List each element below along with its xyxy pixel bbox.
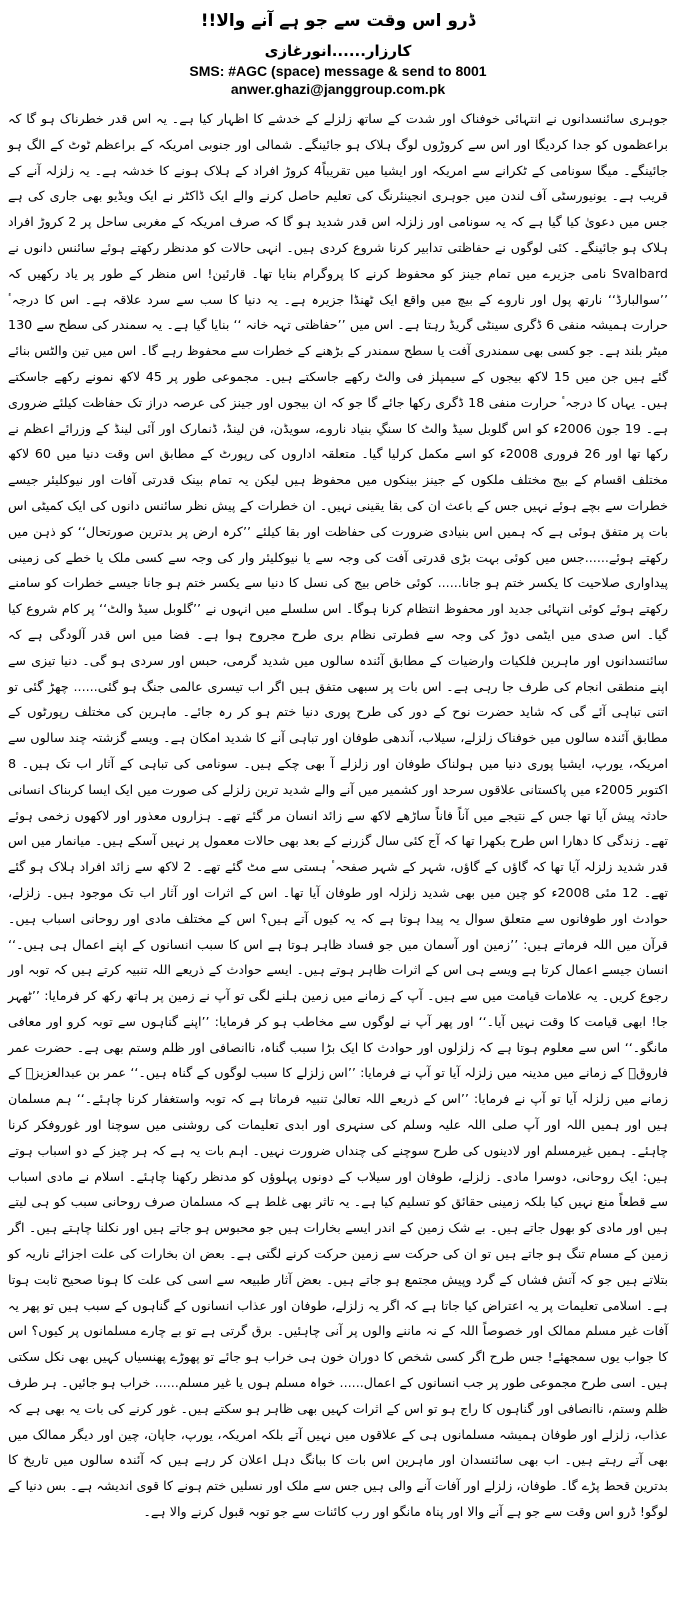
column-header xyxy=(8,8,668,98)
byline: کارزار......انورغازی xyxy=(264,42,412,60)
article-paragraph: جوہری سائنسدانوں نے انتہائی خوفناک اور شدت کے ساتھ زلزلے کے خدشے کا اظہار کیا ہے۔ یہ اس قدر خطرناک ہو گا کہ براعظموں کو جدا کردیگا اور اس سے کروڑوں لوگ ہلاک ہو جائینگے۔ شمالی اور جنوبی امریکہ کے براعظم ٹوٹ کے الگ ہو جائینگے۔ میگا سونامی کے ٹکرانے سے امریکہ اور ایشیا میں تقریباً4 کروڑ افراد کے ہلاک ہونے کا خدشہ ہے۔ یہ زلزلہ آنے کے قریب ہے۔ یونیورسٹی آف لندن میں جوہری انجینئرنگ کی تعلیم حاصل کرنے والے ایک ڈاکٹر نے ایک ویڈیو بھی جاری کی ہے جس میں دعویٰ کیا گیا ہے کہ یہ سونامی اور زلزلہ اس قدر شدید ہو گا کہ صرف امریکہ کے مغربی ساحل پر 2 کروڑ افراد ہلاک ہو جائینگے۔ کئی لوگوں نے حفاظتی تدابیر کرنا شروع کردی ہیں۔ انہی حالات کو مدنظر رکھتے ہوئے سائنس دانوں نے Svalbard نامی جزیرے میں تمام جینز کو محفوظ کرنے کا پروگرام بنایا تھا۔ قارئین! اس منظر کے طور پر یاد رکھیں کہ ’’سوالبارڈ‘‘ نارتھ پول اور ناروے کے بیچ میں واقع ایک ٹھنڈا جزیرہ ہے۔ یہ دنیا کا سب سے سرد علاقہ ہے۔ اس کا درجہٴ حرارت ہمیشہ منفی 6 ڈگری سینٹی گریڈ رہتا ہے۔ اس میں ’’حفاظتی تہہ خانہ ‘‘ بنایا گیا ہے۔ یہ سمندر کی سطح سے 130 میٹر بلند ہے۔ جو کسی بھی سمندری آفت یا سطح سمندر کے بڑھنے کے خطرات سے محفوظ رہے گا۔ اس میں تین والٹس بنائے گئے ہیں جن میں 15 لاکھ بیجوں کے سیمپلز فی والٹ رکھے جاسکتے ہیں۔ مجموعی طور پر 45 لاکھ نمونے رکھے جاسکتے ہیں۔ یہاں کا درجہٴ حرارت منفی 18 ڈگری رکھا جائے گا جو کہ ان بیجوں اور جینز کی عرصہ دراز تک حفاظت کیلئے ضروری ہے۔ 19 جون 2006ء کو اس گلوبل سیڈ والٹ کا سنگِ بنیاد ناروے، سویڈن، فن لینڈ، ڈنمارک اور آئی لینڈ کے وزرائے اعظم نے رکھا تھا اور 26 فروری 2008ء کو اسے مکمل کرلیا گیا۔ متعلقہ اداروں کی رپورٹ کے مطابق اس وقت دنیا میں 60 لاکھ مختلف اقسام کے بیج مختلف ملکوں کے جینز بینکوں میں محفوظ ہیں لیکن یہ تمام بینک قدرتی آفات اور نیوکلیئر جیسے خطرات سے بچے ہوئے نہیں جس کے باعث ان کی بقا یقینی نہیں۔ ان خطرات کے پیش نظر سائنس دانوں کی ایک کمیٹی اس بات پر متفق ہوئی ہے کہ ہمیں اس بنیادی ضرورت کی حفاظت اور بقا کیلئے ’’کرہ ارض پر بدترین صورتحال‘‘ کو ذہن میں رکھتے ہوئے......جس میں کوئی بہت بڑی قدرتی آفت کی وجہ سے یا نیوکلیئر وار کی وجہ سے کسی ملک یا خطے کی زمینی پیداواری صلاحیت کا یکسر ختم ہو جانا...... کوئی خاص بیج کی نسل کا دنیا سے یکسر ختم ہو جانا جیسے خطرات کو سامنے رکھتے ہوئے کوئی انتہائی جدید اور محفوظ انتظام کرنا ہوگا۔ اس سلسلے میں انہوں نے ’’گلوبل سیڈ والٹ‘‘ پر کام شروع کیا گیا۔ اس صدی میں ایٹمی دوڑ کی وجہ سے فطرتی نظام بری طرح مجروح ہوا ہے۔ فضا میں اس قدر آلودگی ہے کہ سائنسدانوں اور ماہرین فلکیات وارضیات کے مطابق آئندہ سالوں میں شدید گرمی، حبس اور سردی ہو گی۔ دنیا تیزی سے اپنے منطقی انجام کی طرف جا رہی ہے۔ اس بات پر سبھی متفق ہیں اگر اب تیسری عالمی جنگ ہو گئی...... چھڑ گئی تو اتنی تباہی آئے گی کہ شاید حضرت نوح کے دور کی طرح پوری دنیا ختم ہو کر رہ جائے۔ ماہرین کی مختلف رپورٹوں کے مطابق آئندہ سالوں میں خوفناک زلزلے، سیلاب، آندھی طوفان اور تباہی آنے کا شدید امکان ہے۔ ویسے گزشتہ چند سالوں سے امریکہ، یورپ، ایشیا پوری دنیا میں ہولناک طوفان اور زلزلے آ بھی چکے ہیں۔ سونامی کی تباہی کے آثار اب تک ہیں۔ 8 اکتوبر 2005ء میں پاکستانی علاقوں سرحد اور کشمیر میں آنے والے شدید ترین زلزلے کی صورت میں ایک ایسا کربناک انسانی حادثہ پیش آیا تھا جس کے نتیجے میں آناً فاناً ساڑھے لاکھ سے زائد انسان مر گئے تھے۔ ہزاروں معذور اور لاکھوں زخمی ہوئے تھے۔ زندگی کا دھارا اس طرح بکھرا تھا کہ آج کئی سال گزرنے کے بعد بھی حالات معمول پر نہیں آسکے ہیں۔ میانمار میں اس قدر شدید زلزلہ آیا تھا کہ گاؤں کے گاؤں، شہر کے شہر صفحہٴ ہستی سے مٹ گئے تھے۔ 2 لاکھ سے زائد افراد ہلاک ہو گئے تھے۔ 12 مئی 2008ء کو چین میں بھی شدید زلزلہ اور طوفان آیا تھا۔ اس کے اثرات اور آثار اب تک موجود ہیں۔ زلزلے، حوادث اور طوفانوں سے متعلق سوال یہ پیدا ہوتا ہے کہ یہ کیوں آتے ہیں؟ اس کے مختلف مادی اور روحانی اسباب ہیں۔ قرآن میں اللہ فرماتے ہیں: ’’زمین اور آسمان میں جو فساد ظاہر ہوتا ہے اس کا سبب انسانوں کے اپنے اعمال ہی ہیں۔‘‘ انسان جیسے اعمال کرتا ہے ویسے ہی اس کے اثرات ظاہر ہوتے ہیں۔ ایسے حوادث کے ذریعے اللہ تنبیہ کرتے ہیں کہ توبہ اور رجوع کریں۔ یہ علامات قیامت میں سے ہیں۔ آپ کے زمانے میں زمین ہلنے لگی تو آپ نے زمین پر ہاتھ رکھ کر فرمایا: ’’ٹھہر جا! ابھی قیامت کا وقت نہیں آیا۔‘‘ اور پھر آپ نے لوگوں سے مخاطب ہو کر فرمایا: ’’اپنے گناہوں سے توبہ کرو اور معافی مانگو۔‘‘ اس سے معلوم ہوتا ہے کہ زلزلوں اور حوادث کا ایک بڑا سبب گناہ، ناانصافی اور ظلم وستم بھی ہے۔ حضرت عمر فاروقؓ کے زمانے میں مدینہ میں زلزلہ آیا تو آپ نے فرمایا: ’’اس زلزلے کا سبب لوگوں کے گناہ ہیں۔‘‘ عمر بن عبدالعزیزؒ کے زمانے میں زلزلہ آیا تو آپ نے فرمایا: ’’اس کے ذریعے اللہ تعالیٰ تنبیہ فرماتا ہے کہ توبہ واستغفار کرنا چاہئے۔‘‘ ہم مسلمان ہیں اور ہمیں اللہ اور آپ صلی اللہ علیہ وسلم کی سنہری اور ابدی تعلیمات کی روشنی میں سوچنا اور غوروفکر کرنا چاہئے۔ ہمیں غیرمسلم اور لادینوں کی طرح سوچنے کی چنداں ضرورت نہیں۔ اہم بات یہ ہے کہ ہر چیز کے دو اسباب ہوتے ہیں: ایک روحانی، دوسرا مادی۔ زلزلے، طوفان اور سیلاب کے دونوں پہلوؤں کو مدنظر رکھنا چاہئے۔ اسلام نے مادی اسباب سے قطعاً منع نہیں کیا بلکہ زمینی حقائق کو تسلیم کیا ہے۔ یہ تاثر بھی غلط ہے کہ مسلمان صرف روحانی سبب کو ہی لیتے ہیں اور مادی کو بھول جاتے ہیں۔ بے شک زمین کے اندر ایسے بخارات ہیں جو محبوس ہو جاتے ہیں اور نکلنا چاہتے ہیں۔ اگر زمین کے مسام تنگ ہو جاتے ہیں تو ان کی حرکت سے زمین حرکت کرنے لگتی ہے۔ بعض ان بخارات کی علت اجزائے ناریہ کو بتلاتے ہیں جو کہ آتش فشاں کے گرد وپیش مجتمع ہو جاتے ہیں۔ بعض آثار طبیعہ سے اسی کی علت کا ہونا صحیح ثابت ہوتا ہے۔ اسلامی تعلیمات پر یہ اعتراض کیا جاتا ہے کہ اگر یہ زلزلے، طوفان اور عذاب انسانوں کے گناہوں کے سبب ہیں تو پھر یہ آفات غیر مسلم ممالک اور خصوصاً اللہ کے نہ ماننے والوں پر آنی چاہئیں۔ برق گرتی ہے تو بے چارے مسلمانوں پر کیوں؟ اس کا جواب یوں سمجھئے! جس طرح اگر کسی شخص کا دوران خون ہی خراب ہو جائے تو پھوڑے پھنسیاں کہیں بھی نکل سکتی ہیں۔ اسی طرح مجموعی طور پر جب انسانوں کے اعمال...... خواہ مسلم ہوں یا غیر مسلم...... خراب ہو جائیں۔ ہر طرف ظلم وستم، ناانصافی اور گناہوں کا راج ہو تو اس کے اثرات کہیں بھی ظاہر ہو سکتے ہیں۔ غور کرنے کی بات یہ بھی ہے کہ عذاب، زلزلے اور طوفان ہمیشہ مسلمانوں ہی کے علاقوں میں نہیں آتے بلکہ امریکہ، یورپ، جاپان، چین اور دیگر ممالک میں بھی آتے رہتے ہیں۔ اب بھی سائنسدان اور ماہرین اس بات کا ببانگ دہل اعلان کر رہے ہیں کہ آئندہ سالوں میں تاریخ کا بدترین قحط پڑے گا۔ طوفان، زلزلے اور آفات آنے والی ہیں جس سے ملک اور نسلیں ختم ہونے کا قوی اندیشہ ہے۔ بس دنیا کے لوگو! ڈرو اس وقت سے جو ہے آنے والا اور پناہ مانگو اور رب کائنات سے جو توبہ قبول کرنے والا ہے۔ xyxy=(8,111,669,1520)
article-body xyxy=(8,106,668,1525)
sms-line: SMS: #AGC (space) message & send to 8001 xyxy=(189,63,487,79)
headline: ڈرو اس وقت سے جو ہے آنے والا!! xyxy=(200,11,476,31)
author-email: anwer.ghazi@janggroup.com.pk xyxy=(230,81,446,97)
